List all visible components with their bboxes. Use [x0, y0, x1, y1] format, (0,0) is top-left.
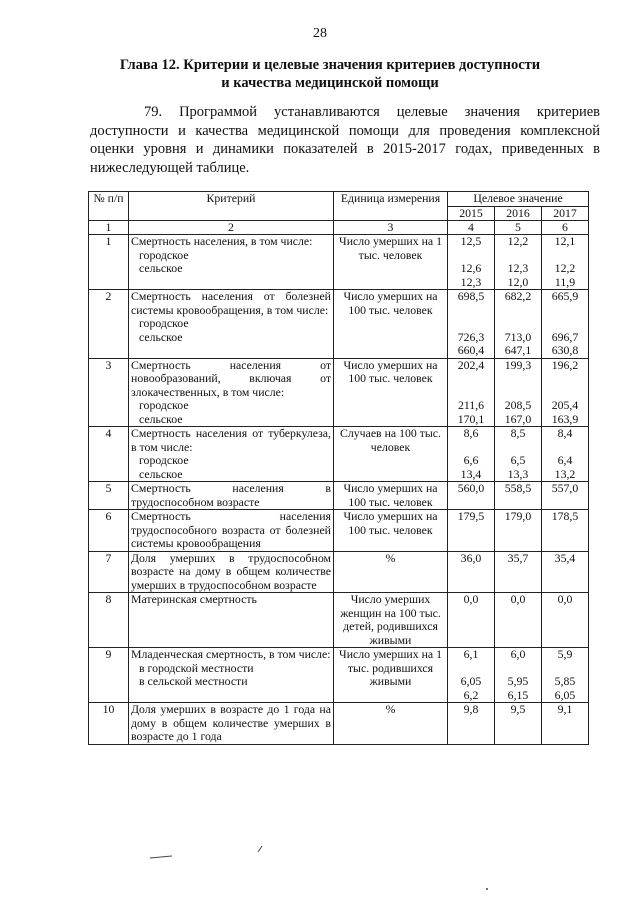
value-sub: 12,0 [507, 274, 529, 289]
row-number: 9 [89, 648, 129, 703]
page-number: 28 [313, 26, 327, 41]
unit-cell: Число умерших на 1 тыс. родившихся живыми [334, 648, 448, 703]
value-sub: 12,2 [554, 261, 576, 275]
criterion-text: Смертность населения трудоспособного возраста от болезней системы кровообращения [131, 509, 331, 550]
unit-cell: Число умерших женщин на 100 тыс. детей, родившихся живыми [334, 593, 448, 648]
subcategory-label: сельское [139, 466, 183, 481]
value-sub: 167,0 [504, 411, 532, 426]
value-sub: 13,2 [554, 466, 576, 481]
header-criterion: Критерий [129, 192, 334, 221]
value-sub: 170,1 [457, 411, 485, 426]
value-total: 35,4 [554, 550, 576, 565]
value-total: 196,2 [551, 357, 579, 372]
unit-cell: Число умерших на 100 тыс. человек [334, 358, 448, 427]
criterion-text: Смертность населения от туберкулеза, в том числе: [131, 426, 331, 454]
value-total: 12,1 [554, 234, 576, 248]
header-unit: Единица измерения [334, 192, 448, 221]
value-sub: 630,8 [551, 343, 579, 357]
value-total: 199,3 [504, 357, 532, 372]
value-sub: 726,3 [457, 329, 485, 344]
value-sub: 211,6 [457, 398, 485, 412]
row-number: 1 [89, 235, 129, 290]
value-sub: 5,95 [507, 674, 529, 688]
row-number: 6 [89, 510, 129, 552]
criterion-text: Смертность населения от новообразований, включая от злокачественных, в том числе: [131, 357, 331, 399]
value-total: 202,4 [457, 357, 485, 372]
value-total: 179,0 [504, 509, 532, 523]
criterion-text: Смертность населения, в том числе: [131, 234, 313, 248]
value-total: 9,5 [510, 702, 526, 716]
value-sub: 12,3 [460, 274, 482, 289]
value-sub: 696,7 [551, 329, 579, 344]
value-sub: 6,05 [460, 674, 482, 688]
row-number: 4 [89, 427, 129, 482]
value-sub: 11,9 [554, 274, 576, 289]
subcategory-label: в городской местности [139, 660, 254, 675]
value-total: 698,5 [457, 289, 485, 303]
row-number: 3 [89, 358, 129, 427]
value-total: 665,9 [551, 289, 579, 303]
subcategory-label: городское [139, 398, 189, 412]
value-total: 558,5 [504, 481, 532, 495]
value-sub: 12,3 [507, 261, 529, 275]
unit-cell: Число умерших на 100 тыс. человек [334, 290, 448, 359]
value-sub: 13,3 [507, 466, 529, 481]
header-year: 2017 [542, 206, 589, 221]
value-sub: 12,6 [460, 261, 482, 275]
column-number: 5 [495, 221, 542, 235]
subcategory-label: городское [139, 247, 189, 262]
row-number: 7 [89, 551, 129, 593]
row-number: 10 [89, 703, 129, 745]
value-sub: 6,05 [554, 687, 576, 702]
value-sub: 13,4 [460, 466, 482, 481]
scan-mark [258, 846, 262, 852]
column-number: 2 [129, 221, 334, 235]
scan-mark [486, 888, 488, 890]
value-total: 8,4 [557, 426, 573, 440]
value-sub: 208,5 [504, 398, 532, 412]
scan-mark [150, 856, 172, 858]
chapter-heading-line1: Глава 12. Критерии и целевые значения критериев доступности [119, 57, 541, 73]
value-sub: 6,2 [463, 687, 479, 702]
unit-cell: % [334, 703, 448, 745]
row-number: 8 [89, 593, 129, 648]
value-sub: 713,0 [504, 329, 532, 344]
value-total: 0,0 [557, 592, 573, 606]
value-total: 12,2 [507, 234, 529, 248]
header-year: 2015 [448, 206, 495, 221]
value-total: 36,0 [460, 550, 482, 565]
criterion-text: Материнская смертность [131, 592, 257, 606]
value-total: 9,8 [463, 702, 479, 716]
value-total: 0,0 [463, 592, 479, 606]
subcategory-label: городское [139, 316, 189, 330]
criterion-text: Смертность населения от болезней системы кровообращения, в том числе: [131, 289, 331, 317]
subcategory-label: сельское [139, 329, 183, 344]
value-sub: 6,4 [557, 453, 573, 467]
value-total: 6,0 [510, 647, 526, 661]
column-number: 3 [334, 221, 448, 235]
value-total: 178,5 [551, 509, 579, 523]
value-total: 12,5 [460, 234, 482, 248]
unit-cell: % [334, 551, 448, 593]
header-year: 2016 [495, 206, 542, 221]
value-total: 9,1 [557, 702, 573, 716]
value-total: 560,0 [457, 481, 485, 495]
column-number: 1 [89, 221, 129, 235]
unit-cell: Число умерших на 1 тыс. человек [334, 235, 448, 290]
chapter-heading-line2: и качества медицинской помощи [221, 75, 439, 91]
header-target: Целевое значение [448, 192, 589, 207]
value-sub: 6,15 [507, 687, 529, 702]
value-total: 8,5 [510, 426, 526, 440]
criterion-text: Доля умерших в трудоспособном возрасте на дому в общем количестве умерших в трудоспособном возрасте [131, 550, 331, 592]
value-sub: 5,85 [554, 674, 576, 688]
row-number: 2 [89, 290, 129, 359]
value-total: 6,1 [463, 647, 479, 661]
value-sub: 6,6 [463, 453, 479, 467]
header-num: № п/п [89, 192, 129, 221]
unit-cell: Число умерших на 100 тыс. человек [334, 482, 448, 510]
value-total: 179,5 [457, 509, 485, 523]
value-total: 682,2 [504, 289, 532, 303]
criterion-text: Младенческая смертность, в том числе: [131, 647, 331, 661]
criterion-text: Смертность населения в трудоспособном возрасте [131, 481, 331, 509]
value-total: 557,0 [551, 481, 579, 495]
value-total: 5,9 [557, 647, 573, 661]
value-total: 35,7 [507, 550, 529, 565]
intro-paragraph: 79. Программой устанавливаются целевые значения критериев доступности и качества медицинской помощи для проведения комплексной оценки уровня и динамики показателей в 2015-2017 годах, приведенных в нижеследующей таблице. [90, 104, 600, 176]
unit-cell: Случаев на 100 тыс. человек [334, 427, 448, 482]
column-number: 6 [542, 221, 589, 235]
subcategory-label: сельское [139, 261, 183, 275]
unit-cell: Число умерших на 100 тыс. человек [334, 510, 448, 552]
value-sub: 205,4 [551, 398, 579, 412]
value-sub: 660,4 [457, 343, 485, 357]
subcategory-label: в сельской местности [139, 674, 248, 688]
value-sub: 6,5 [510, 453, 526, 467]
subcategory-label: сельское [139, 411, 183, 426]
value-total: 0,0 [510, 592, 526, 606]
criterion-text: Доля умерших в возрасте до 1 года на дому в общем количестве умерших в возрасте до 1 года [131, 702, 331, 743]
row-number: 5 [89, 482, 129, 510]
subcategory-label: городское [139, 453, 189, 467]
value-sub: 647,1 [504, 343, 532, 357]
column-number: 4 [448, 221, 495, 235]
value-sub: 163,9 [551, 411, 579, 426]
value-total: 8,6 [463, 426, 479, 440]
